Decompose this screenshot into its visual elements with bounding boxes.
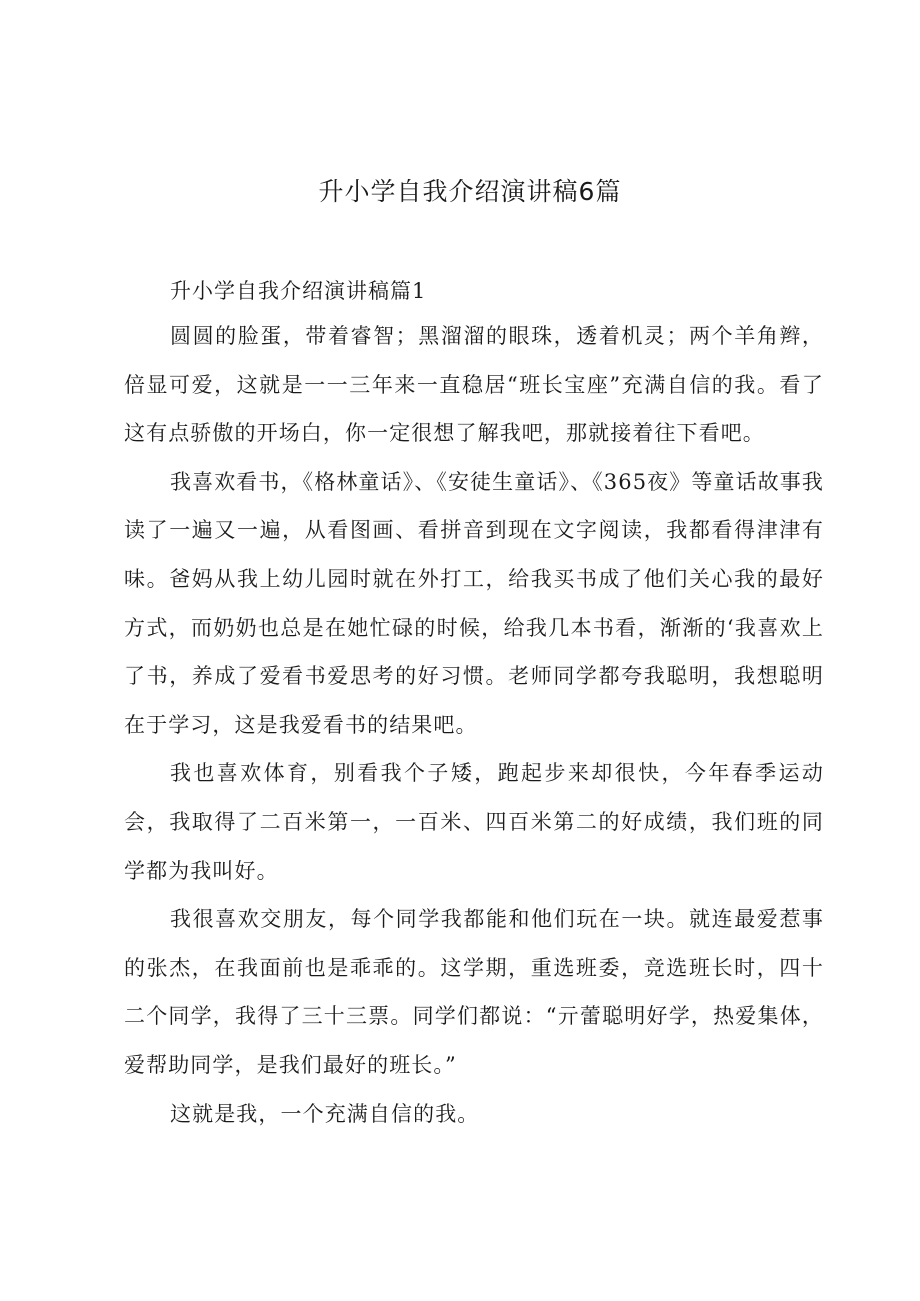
paragraph-3: 我也喜欢体育，别看我个子矮，跑起步来却很快，今年春季运动会，我取得了二百米第一，一百米、四百米第二的好成绩，我们班的同学都为我叫好。 xyxy=(124,761,824,883)
paragraph-1: 圆圆的脸蛋，带着睿智；黑溜溜的眼珠，透着机灵；两个羊角辫，倍显可爱，这就是一一三年来一直稳居“班长宝座”充满自信的我。看了这有点骄傲的开场白，你一定很想了解我吧，那就接着往下看吧。 xyxy=(124,324,824,446)
document-body xyxy=(124,271,824,1138)
paragraph-5: 这就是我，一个充满自信的我。 xyxy=(170,1101,480,1126)
document-title: 升小学自我介绍演讲稿6篇 xyxy=(318,177,622,206)
paragraph-2: 我喜欢看书，《格林童话》、《安徒生童话》、《365夜》等童话故事我读了一遍又一遍，从看图画、看拼音到现在文字阅读，我都看得津津有味。爸妈从我上幼儿园时就在外打工，给我买书成了他们关心我的最好方式，而奶奶也总是在她忙碌的时候，给我几本书看，渐渐的‘我喜欢上了书，养成了爱看书爱思考的好习惯。老师同学都夸我聪明，我想聪明在于学习，这是我爱看书的结果吧。 xyxy=(124,469,824,737)
paragraph-4: 我很喜欢交朋友，每个同学我都能和他们玩在一块。就连最爱惹事的张杰，在我面前也是乖乖的。这学期，重选班委，竞选班长时，四十二个同学，我得了三十三票。同学们都说：“亓蕾聪明好学，热爱集体，爱帮助同学，是我们最好的班长。” xyxy=(124,907,824,1077)
section-heading: 升小学自我介绍演讲稿篇1 xyxy=(170,279,427,303)
